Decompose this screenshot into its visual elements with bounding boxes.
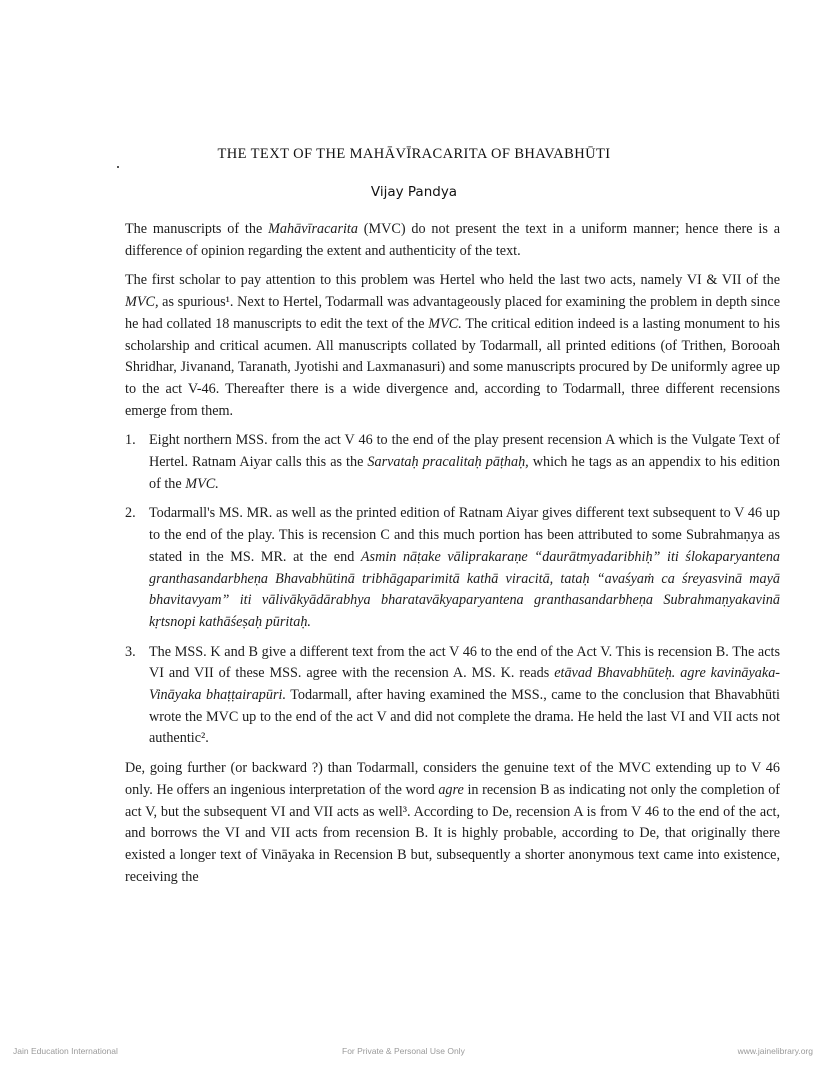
italic-title: Mahāvīracarita (268, 221, 358, 237)
text-run: The critical edition indeed is a lasting monument to his scholarship and critical acumen. All manuscripts collated by Todarmall, all printed editions (of Trithen, Borooah Shridhar, Jivanand, Taranath, Jyotishi and Laxmanasuri) and some manuscripts procured by De uniformly agree up to the act V-46. Thereafter there is a wide divergence and, according to Todarmall, three different recensions emerge from them. (125, 315, 780, 419)
article-body (125, 219, 780, 896)
list-item (125, 503, 780, 633)
italic-quotation: Asmin nāṭake vāliprakaraṇe “daurātmyadaribhiḥ” iti ślokaparyantena granthasandarbheṇa Bhavabhūtinā tribhāgaparimitā kathā viracitā, tataḥ “avaśyaṁ ca śreyasvinā mayā bhavitavyam” iti vālivākyādārabhya bharatavākyaparyantena granthasandarbheṇa Subrahmaṇyakavinā kṛtsnopi kathāśeṣaḥ pūritaḥ. (149, 548, 781, 630)
footer-publisher: Jain Education International (13, 1046, 118, 1056)
text-run: as spurious¹. Next to Hertel, Todarmall was advantageously placed for examining the problem in depth since he had collated 18 manuscripts to edit the text of the (125, 294, 780, 332)
italic-term: Sarvataḥ pracalitaḥ pāṭhaḥ, (367, 454, 529, 471)
text-run: The manuscripts of the (125, 221, 269, 237)
italic-quotation: etāvad Bhavabhūteḥ. agre kavināyaka-Vināyaka bhaṭṭairapūri. (149, 665, 781, 704)
list-number: 1. (125, 432, 136, 449)
text-run: The first scholar to pay attention to this problem was Hertel who held the last two acts, namely VI & VII of the (125, 272, 780, 289)
paragraph-intro (125, 219, 780, 262)
list-item (125, 642, 780, 751)
text-run: De, going further (or backward ?) than Todarmall, considers the genuine text of the MVC extending up to V 46 only. He offers an ingenious interpretation of the word (125, 760, 780, 798)
footer-website: www.jainelibrary.org (737, 1046, 813, 1056)
paper-title: THE TEXT OF THE MAHĀVĪRACARITA OF BHAVABHŪTI (217, 146, 611, 162)
italic-term: MVC. (185, 475, 219, 492)
paragraph-de (125, 758, 780, 888)
scan-mark (117, 166, 119, 168)
list-number: 3. (125, 643, 136, 660)
text-run: in recension B as indicating not only the completion of act V, but the subsequent VI and VII acts as well³. According to De, recension A is from V 46 to the end of the act, and borrows the VI and VII acts from recension B. It is highly probable, according to De, that originally there existed a longer text of Vināyaka in Recension B but, subsequently a shorter anonymous text came into existence, receiving the (125, 781, 781, 885)
author-name: Vijay Pandya (370, 184, 458, 200)
text-run: Eight northern MSS. from the act V 46 to the end of the play present recension A which is the Vulgate Text of Hertel. Ratnam Aiyar calls this as the (149, 432, 780, 471)
footer-usage-note: For Private & Personal Use Only (342, 1046, 465, 1056)
text-run: The MSS. K and B give a different text from the act V 46 to the end of the Act V. This is recension B. The acts VI and VII of these MSS. agree with the recension A. MS. K. reads (149, 643, 780, 682)
list-number: 2. (125, 505, 136, 522)
italic-term: MVC. (428, 315, 462, 332)
paragraph-history (125, 270, 780, 422)
italic-term: MVC, (125, 294, 159, 311)
text-run: (MVC) do not present the text in a uniform manner; hence there is a difference of opinion regarding the extent and authenticity of the text. (125, 221, 780, 259)
text-run: which he tags as an appendix to his edition of the (149, 454, 780, 492)
text-run: Todarmall's MS. MR. as well as the printed edition of Ratnam Aiyar gives different text subsequent to V 46 up to the end of the play. This is recension C and this much portion has been attributed to some Subrahmaṇya as stated in the MS. MR. at the end (149, 505, 780, 565)
italic-term: agre (438, 781, 464, 798)
text-run: Todarmall, after having examined the MSS., came to the conclusion that Bhavabhūti wrote the MVC up to the end of the act V and did not complete the drama. He held the last VI and VII acts not authentic². (149, 687, 780, 747)
recension-list (125, 430, 780, 750)
list-item (125, 430, 780, 495)
